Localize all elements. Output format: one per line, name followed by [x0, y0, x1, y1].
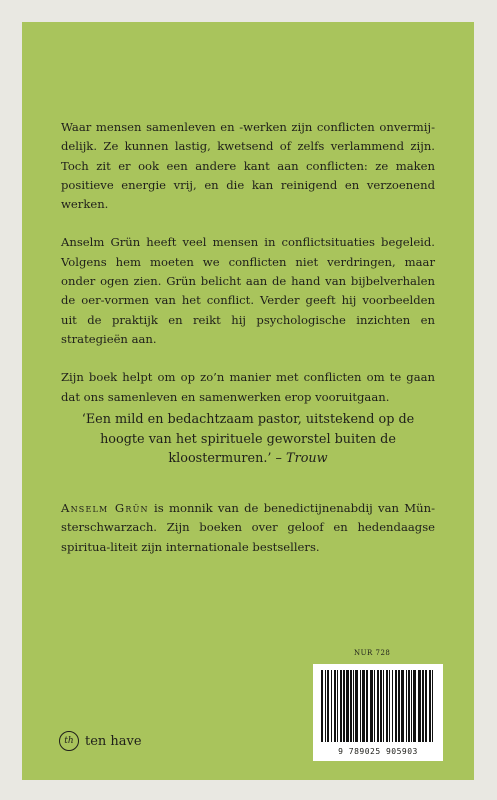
barcode-bar [411, 670, 412, 742]
publisher-logo [59, 731, 142, 751]
barcode-bar [366, 670, 368, 742]
barcode-bar [362, 670, 365, 742]
barcode-bar [321, 670, 323, 742]
barcode-bar [374, 670, 375, 742]
blurb-paragraph-2: Anselm Grün heeft veel mensen in conflictsituaties begeleid. Volgens hem moeten we conflicten niet verdringen, maar onder ogen zien. Grün belicht aan de hand van bijbelverhalen de oer-vormen van het conflict. Verder geeft hij voorbeelden uit de praktijk en reikt hij psychologische inzichten en strategieën aan. [61, 235, 435, 346]
barcode-bar [401, 670, 404, 742]
barcode-bar [425, 670, 427, 742]
barcode-bar [353, 670, 354, 742]
publisher-name: ten have [85, 733, 142, 749]
quote-source: Trouw [286, 451, 328, 466]
barcode-bar [334, 670, 336, 742]
barcode-bar [429, 670, 431, 742]
isbn-number: 9 789025 905903 [338, 747, 418, 756]
barcode-bar [350, 670, 352, 742]
barcode-bar [346, 670, 349, 742]
barcode-bar [413, 670, 416, 742]
author-name: Anselm Grün [61, 501, 149, 515]
barcode-bar [370, 670, 373, 742]
author-bio-text: is monnik van de benedictijnenabdij van Mün-sterschwarzach. Zijn boeken over geloof en hedendaagse spiritua-liteit zijn internationale bestsellers. [61, 501, 435, 554]
barcode-bar [395, 670, 397, 742]
barcode-bar [392, 670, 393, 742]
barcode-bar [340, 670, 342, 742]
barcode-bar [355, 670, 358, 742]
blurb [61, 118, 435, 426]
barcode-bar [418, 670, 421, 742]
barcode-bar [380, 670, 382, 742]
barcode-bar [398, 670, 400, 742]
blurb-paragraph-3: Zijn boek helpt om op zo’n manier met conflicten om te gaan dat ons samenleven en samenwerken erop vooruitgaan. [61, 370, 435, 404]
barcode-bar [343, 670, 345, 742]
quote-text: ‘Een mild en bedachtzaam pastor, uitstekend op de hoogte van het spirituele geworstel buiten de kloostermuren.’ – [81, 412, 415, 466]
barcode-bar [422, 670, 424, 742]
barcode-bar [389, 670, 390, 742]
barcode-bar [408, 670, 410, 742]
nur-code: NUR 728 [354, 649, 391, 657]
back-cover-panel [22, 22, 474, 780]
barcode-bar [383, 670, 384, 742]
barcode-bar [432, 670, 433, 742]
publisher-mark: th [59, 731, 79, 751]
barcode-bars [321, 670, 435, 742]
barcode-bar [327, 670, 329, 742]
barcode [313, 664, 443, 761]
barcode-bar [406, 670, 407, 742]
barcode-bar [337, 670, 338, 742]
barcode-bar [331, 670, 332, 742]
barcode-bar [325, 670, 326, 742]
barcode-bar [386, 670, 388, 742]
barcode-bar [360, 670, 361, 742]
blurb-paragraph-1: Waar mensen samenleven en -werken zijn conflicten onvermij-delijk. Ze kunnen lastig, kwetsend of zelfs verlammend zijn. Toch zit er ook een andere kant aan conflicten: ze maken positieve energie vrij, en die kan reinigend en verzoenend werken. [61, 120, 435, 212]
author-bio [61, 499, 435, 557]
barcode-bar [377, 670, 379, 742]
review-quote [60, 410, 436, 469]
